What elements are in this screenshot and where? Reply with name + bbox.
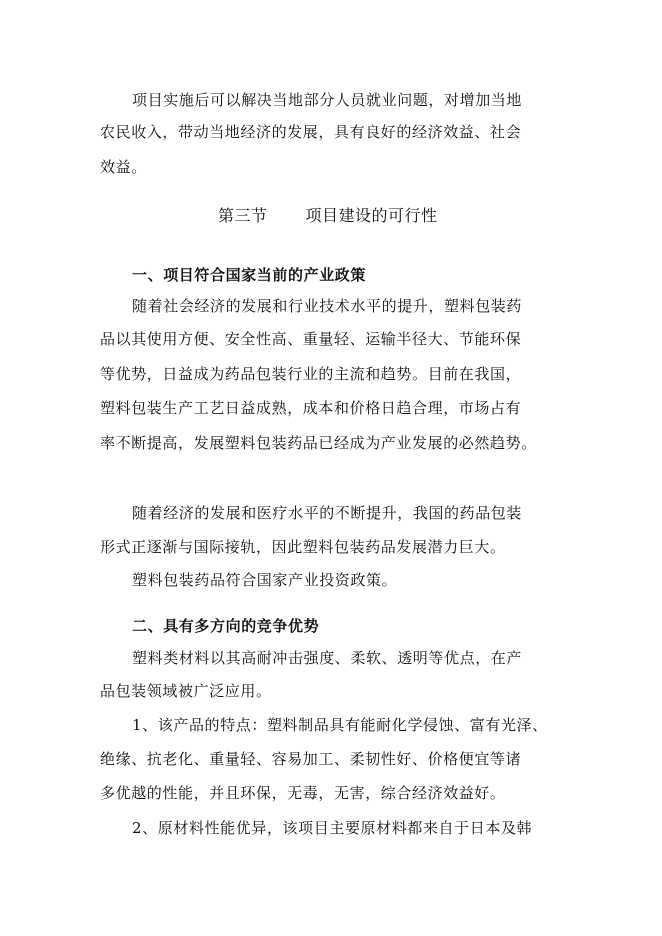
section-name: 项目建设的可行性 [305,206,438,225]
part1-para1-line-3: 等优势，日益成为药品包装行业的主流和趋势。目前在我国， [100,365,522,383]
part2-item1-line-2: 绝缘、抗老化、重量轻、容易加工、柔韧性好、价格便宜等诸 [100,750,522,768]
part1-para1-line-2: 品以其使用方便、安全性高、重量轻、运输半径大、节能环保 [100,330,522,348]
part1-para1-line-1: 随着社会经济的发展和行业技术水平的提升，塑料包装药 [132,297,523,315]
section-number: 第三节 [218,206,268,225]
intro-line-1: 项目实施后可以解决当地部分人员就业问题，对增加当地 [132,91,523,109]
intro-line-2: 农民收入，带动当地经济的发展，具有良好的经济效益、社会 [100,123,522,141]
part1-para2-line-2: 形式正逐渐与国际接轨，因此塑料包装药品发展潜力巨大。 [100,538,506,556]
section-title [218,206,438,226]
part2-para1-line-1: 塑料类材料以其高耐冲击强度、柔软、透明等优点，在产 [132,649,523,667]
part1-para2-line-1: 随着经济的发展和医疗水平的不断提升，我国的药品包装 [132,504,523,522]
part1-heading: 一、项目符合国家当前的产业政策 [132,266,367,284]
part2-item1-line-3: 多优越的性能，并且环保，无毒，无害，综合经济效益好。 [100,784,506,802]
part1-para1-line-5: 率不断提高，发展塑料包装药品已经成为产业发展的必然趋势。 [100,434,537,452]
intro-line-3: 效益。 [100,158,147,176]
part2-para1-line-2: 品包装领域被广泛应用。 [100,682,272,700]
part1-para3: 塑料包装药品符合国家产业投资政策。 [132,571,398,589]
part2-item2-line-1: 2、原材料性能优异，该项目主要原材料都来自于日本及韩 [132,819,533,837]
part1-para1-line-4: 塑料包装生产工艺日益成熟，成本和价格日趋合理，市场占有 [100,399,522,417]
part2-item1-line-1: 1、该产品的特点：塑料制品具有能耐化学侵蚀、富有光泽、 [132,716,548,734]
part2-heading: 二、具有多方向的竞争优势 [132,617,320,635]
